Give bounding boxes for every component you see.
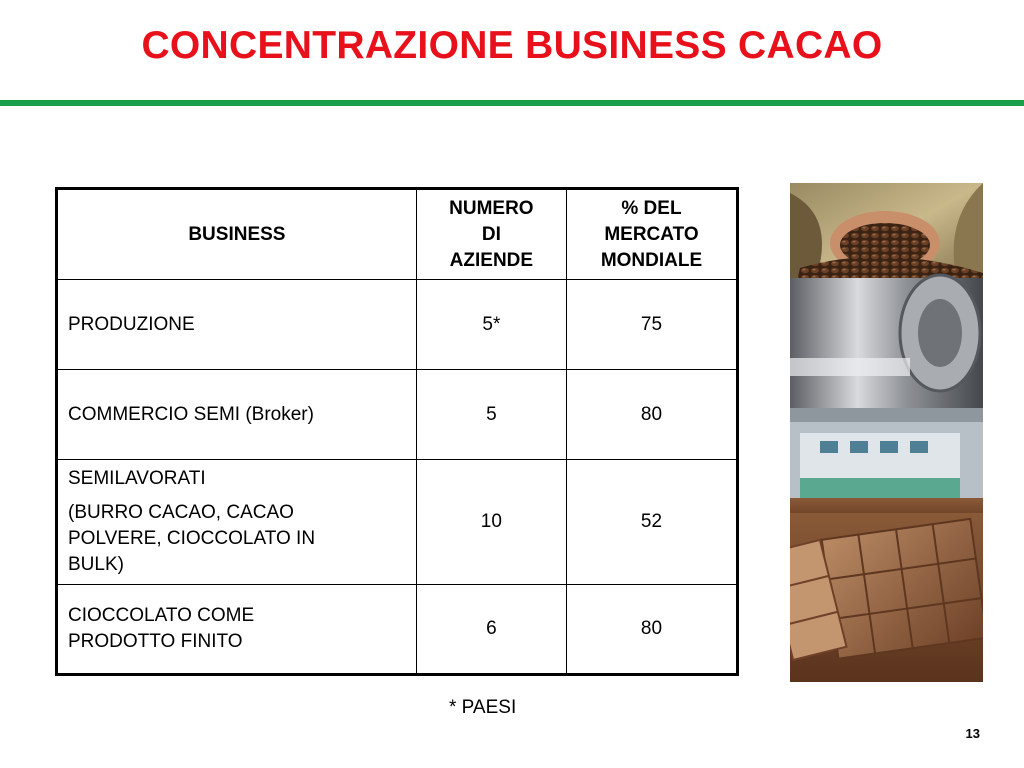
header-market bbox=[566, 189, 737, 280]
page-number: 13 bbox=[965, 726, 980, 741]
header-companies-line3: AZIENDE bbox=[449, 249, 534, 271]
row-business-detail: (BURRO CACAO, CACAO POLVERE, CIOCCOLATO IN BULK) bbox=[68, 502, 316, 575]
row-business bbox=[57, 585, 417, 675]
table-row bbox=[57, 460, 738, 585]
row-business bbox=[57, 280, 417, 370]
business-table bbox=[55, 187, 739, 676]
row-business-text: SEMILAVORATI bbox=[68, 468, 206, 489]
title-divider bbox=[0, 100, 1024, 106]
table-row bbox=[57, 280, 738, 370]
row-business bbox=[57, 460, 417, 585]
row-market: 80 bbox=[566, 370, 737, 460]
table-row bbox=[57, 585, 738, 675]
header-market-line2: MERCATO bbox=[604, 223, 699, 245]
row-business-text: COMMERCIO SEMI (Broker) bbox=[68, 403, 314, 425]
row-companies: 10 bbox=[416, 460, 566, 585]
row-business-text: CIOCCOLATO COME PRODOTTO FINITO bbox=[68, 605, 255, 652]
row-companies: 5* bbox=[416, 280, 566, 370]
footnote: * PAESI bbox=[449, 697, 517, 718]
row-market: 75 bbox=[566, 280, 737, 370]
row-market: 52 bbox=[566, 460, 737, 585]
cocoa-collage-image bbox=[790, 183, 983, 682]
row-market: 80 bbox=[566, 585, 737, 675]
header-companies-line1: NUMERO bbox=[449, 197, 534, 219]
header-market-line1: % DEL bbox=[621, 197, 682, 219]
row-business-text: PRODUZIONE bbox=[68, 313, 195, 335]
table-row bbox=[57, 370, 738, 460]
header-companies-line2: DI bbox=[481, 223, 501, 245]
header-market-line3: MONDIALE bbox=[600, 249, 703, 271]
table-header-row bbox=[57, 189, 738, 280]
row-business bbox=[57, 370, 417, 460]
header-companies bbox=[416, 189, 566, 280]
header-business: BUSINESS bbox=[57, 189, 417, 280]
slide-title: CONCENTRAZIONE BUSINESS CACAO bbox=[141, 24, 883, 67]
row-companies: 6 bbox=[416, 585, 566, 675]
row-companies: 5 bbox=[416, 370, 566, 460]
